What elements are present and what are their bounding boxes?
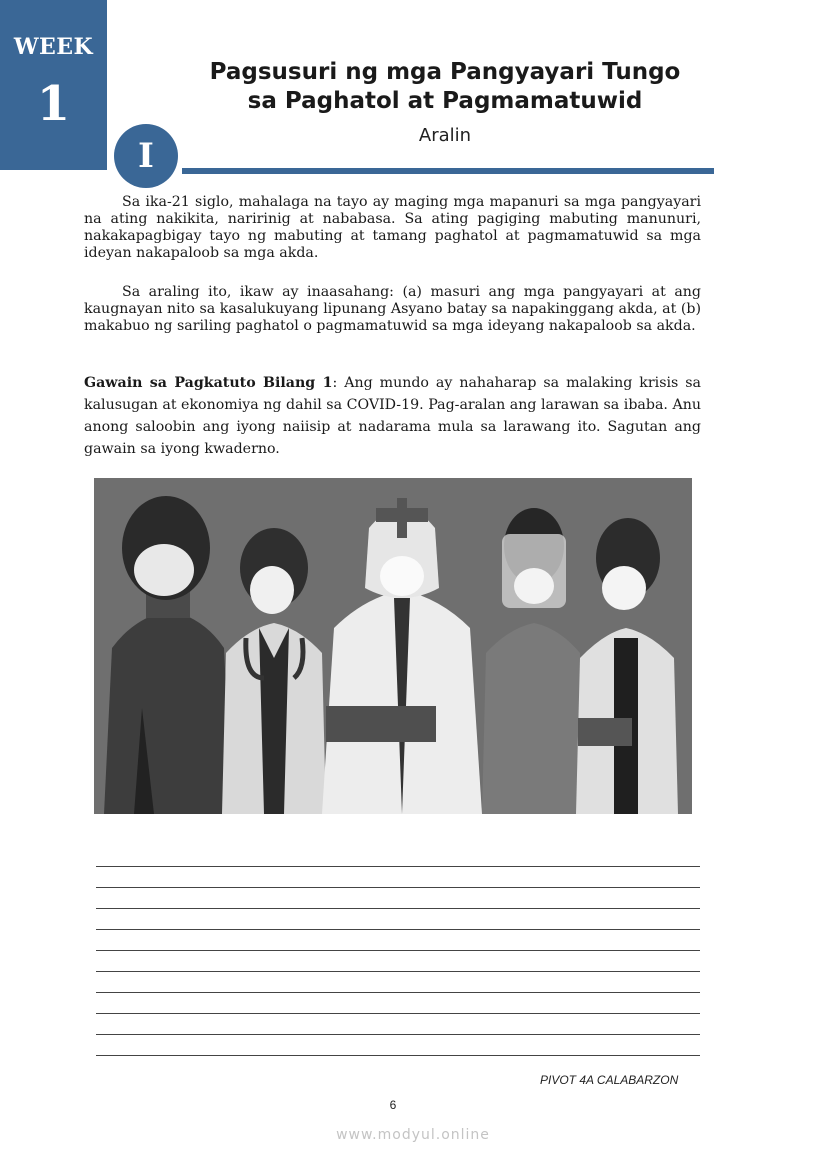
answer-line[interactable] xyxy=(96,993,700,1014)
activity-paragraph xyxy=(84,372,701,460)
answer-lines xyxy=(96,846,700,1056)
page-title-line-1: Pagsusuri ng mga Pangyayari Tungo xyxy=(209,59,681,85)
answer-line[interactable] xyxy=(96,951,700,972)
lesson-subtitle: Aralin xyxy=(418,125,472,146)
health-workers-graphic xyxy=(94,478,692,814)
answer-line[interactable] xyxy=(96,909,700,930)
footer-org: PIVOT 4A CALABARZON xyxy=(540,1073,679,1087)
intro-paragraph: Sa ika-21 siglo, mahalaga na tayo ay maging mga mapanuri sa mga pangyayari na ating nakikita, naririnig at nababasa. Sa ating pagiging mabuting manunuri, nakakapagbigay tayo ng mabuting at tamang paghatol at pagmamatuwid sa mga ideyan nakapaloob sa mga akda. xyxy=(84,194,701,261)
activity-label: Gawain sa Pagkatuto Bilang 1 xyxy=(84,375,333,391)
health-workers-illustration xyxy=(94,478,692,814)
section-marker: I xyxy=(114,124,178,188)
answer-line[interactable] xyxy=(96,888,700,909)
answer-line[interactable] xyxy=(96,930,700,951)
answer-line[interactable] xyxy=(96,846,700,867)
week-number: 1 xyxy=(36,76,71,132)
header-divider xyxy=(182,168,714,174)
answer-line[interactable] xyxy=(96,867,700,888)
answer-line[interactable] xyxy=(96,1014,700,1035)
answer-line[interactable] xyxy=(96,1035,700,1056)
objectives-paragraph: Sa araling ito, ikaw ay inaasahang: (a) masuri ang mga pangyayari at ang kaugnayan nito sa kasalukuyang lipunang Asyano batay sa napakinggang akda, at (b) makabuo ng sariling paghatol o pagmamatuwid sa mga ideyang nakapaloob sa akda. xyxy=(84,284,701,334)
page-title xyxy=(180,58,710,116)
page-title-line-2: sa Paghatol at Pagmamatuwid xyxy=(247,88,643,114)
watermark: www.modyul.online xyxy=(336,1127,490,1143)
week-label: WEEK xyxy=(13,34,94,60)
answer-line[interactable] xyxy=(96,972,700,993)
activity-text: : Ang mundo ay nahaharap sa malaking krisis sa kalusugan at ekonomiya ng dahil sa COVID-19. Pag-aralan ang larawan sa ibaba. Anu anong saloobin ang iyong naiisip at nadarama mula sa larawang ito. Sagutan ang gawain sa iyong kwaderno. xyxy=(84,375,701,457)
page-number: 6 xyxy=(389,1098,397,1112)
week-badge xyxy=(0,0,107,170)
